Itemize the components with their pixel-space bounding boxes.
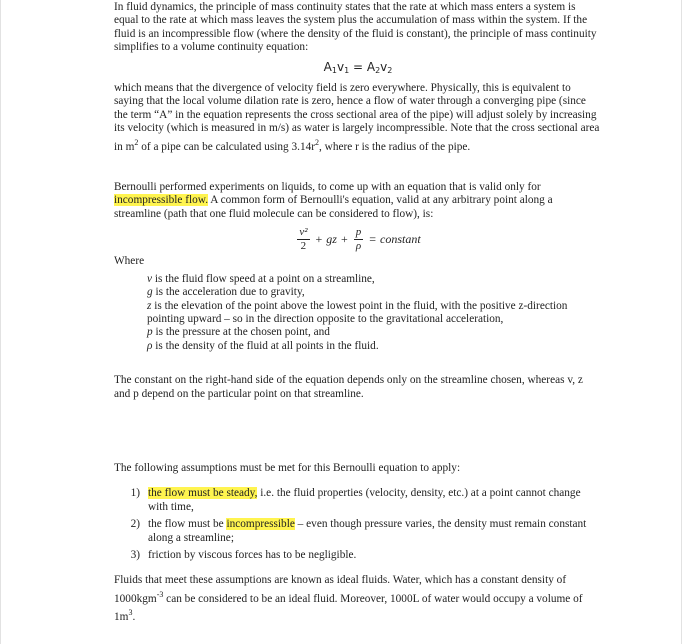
list-text: – even though pressure varies, the density must remain constant along a streamline; xyxy=(148,518,587,544)
paragraph-text: which means that the divergence of velocity field is zero everywhere. Physically, this is equivalent to saying that the local volume dilation rate is zero, hence a flow of water through a converging pipe (since the term “A” in the equation represents the cross sectional area of the pipe) will adjust solely by increasing its velocity (which is measured in m/s) as water is largely incompressible. Note that the cross sectional area in m xyxy=(114,82,600,153)
definition-item xyxy=(147,286,602,299)
superscript: -3 xyxy=(156,589,164,599)
assumptions-list xyxy=(114,487,602,562)
assumption-item xyxy=(114,518,602,545)
superscript: 2 xyxy=(134,137,139,147)
paragraph-text: The constant on the right-hand side of the equation depends only on the streamline chosen, whereas v, z and p depend on the particular point on that streamline. xyxy=(114,374,583,400)
variable-symbol: z xyxy=(147,299,152,312)
list-text: i.e. the fluid properties (velocity, density, etc.) at a point cannot change with time, xyxy=(148,487,581,513)
continuity-equation xyxy=(114,61,602,77)
eq-plus: + xyxy=(315,232,323,247)
eq-term: A xyxy=(323,59,332,74)
variable-symbol: g xyxy=(147,286,153,299)
assumption-text xyxy=(148,487,602,514)
eq-term: A xyxy=(366,59,376,74)
definition-text: is the pressure at the chosen point, and xyxy=(152,326,330,339)
list-number: 2) xyxy=(130,518,140,531)
superscript: 3 xyxy=(128,608,133,618)
fraction-denominator: ρ xyxy=(355,240,362,253)
eq-subscript: 1 xyxy=(331,65,337,75)
variable-symbol: p xyxy=(147,326,153,339)
paragraph-constant xyxy=(114,374,602,401)
definition-text: is the fluid flow speed at a point on a streamline, xyxy=(152,272,375,285)
definition-text: is the density of the fluid at all points in the fluid. xyxy=(152,339,379,352)
eq-subscript: 1 xyxy=(344,65,350,75)
paragraph-bernoulli-intro xyxy=(114,181,602,221)
superscript: 2 xyxy=(315,137,320,147)
variable-symbol: v xyxy=(147,272,153,285)
page-left-border xyxy=(0,0,1,644)
paragraph-text: The following assumptions must be met for this Bernoulli equation to apply: xyxy=(114,461,461,474)
paragraph-text: of a pipe can be calculated using 3.14r xyxy=(138,140,316,153)
paragraph-assumptions-intro xyxy=(114,462,602,475)
eq-subscript: 2 xyxy=(375,65,381,75)
list-text: the flow must be xyxy=(148,518,227,531)
variable-symbol: ρ xyxy=(147,339,153,352)
where-label: Where xyxy=(114,255,145,268)
paragraph-text: In fluid dynamics, the principle of mass continuity states that the rate at which mass enters a system is equal to the rate at which mass leaves the system plus the accumulation of mass within the system. If the fluid is an incompressible flow (where the density of the fluid is constant), the principle of mass continuity simplifies to a volume continuity equation: xyxy=(114,1,597,54)
fraction-v-squared xyxy=(297,227,309,252)
list-number: 1) xyxy=(130,487,140,500)
paragraph-text: Fluids that meet these assumptions are known as ideal fluids. Water, which has a constant density of 1000kgm xyxy=(114,574,567,605)
bernoulli-equation xyxy=(114,227,602,252)
eq-subscript: 2 xyxy=(387,65,393,75)
highlighted-text: incompressible xyxy=(226,518,295,531)
eq-term: v xyxy=(380,59,388,74)
eq-equals: = xyxy=(369,232,377,247)
eq-equals: = xyxy=(349,59,367,74)
page-right-border xyxy=(681,0,682,644)
highlighted-text: the flow must be steady, xyxy=(148,487,258,500)
variable-definitions xyxy=(147,273,602,353)
eq-term: v xyxy=(336,59,345,74)
paragraph-text: A common form of Bernoulli's equation, valid at any arbitrary point along a streamline (path that one fluid molecule can be considered to flow), is: xyxy=(114,194,553,220)
paragraph-text: Bernoulli performed experiments on liquids, to come up with an equation that is valid only for xyxy=(114,181,541,194)
definition-item xyxy=(147,273,602,286)
paragraph-text: can be considered to be an ideal fluid. Moreover, 1000L of water would occupy a volume of 1m xyxy=(114,592,583,624)
assumption-item xyxy=(114,549,602,562)
fraction-numerator: p xyxy=(355,226,362,239)
fraction-pressure-density xyxy=(354,227,364,252)
paragraph-ideal-fluids xyxy=(114,574,602,624)
definition-text: is the elevation of the point above the lowest point in the fluid, with the positive z-direction pointing upward – so in the direction opposite to the gravitational acceleration, xyxy=(147,299,568,325)
list-text: friction by viscous forces has to be negligible. xyxy=(148,548,357,561)
eq-plus: + xyxy=(340,232,348,247)
document-body xyxy=(114,0,602,625)
definition-text: is the acceleration due to gravity, xyxy=(152,286,305,299)
paragraph-text: , where r is the radius of the pipe. xyxy=(319,140,471,153)
definition-item xyxy=(147,340,602,353)
definition-item xyxy=(147,300,602,327)
assumption-text xyxy=(148,518,602,545)
list-number: 3) xyxy=(130,548,140,561)
paragraph-mass-continuity xyxy=(114,1,602,55)
highlighted-text: incompressible flow. xyxy=(114,194,209,207)
paragraph-divergence xyxy=(114,82,602,154)
definition-item xyxy=(147,326,602,339)
fraction-numerator: v² xyxy=(299,226,308,239)
eq-term: gz xyxy=(326,232,337,247)
eq-term: constant xyxy=(380,232,421,247)
assumption-item xyxy=(114,487,602,514)
fraction-denominator: 2 xyxy=(300,240,307,253)
paragraph-text: . xyxy=(132,611,136,624)
